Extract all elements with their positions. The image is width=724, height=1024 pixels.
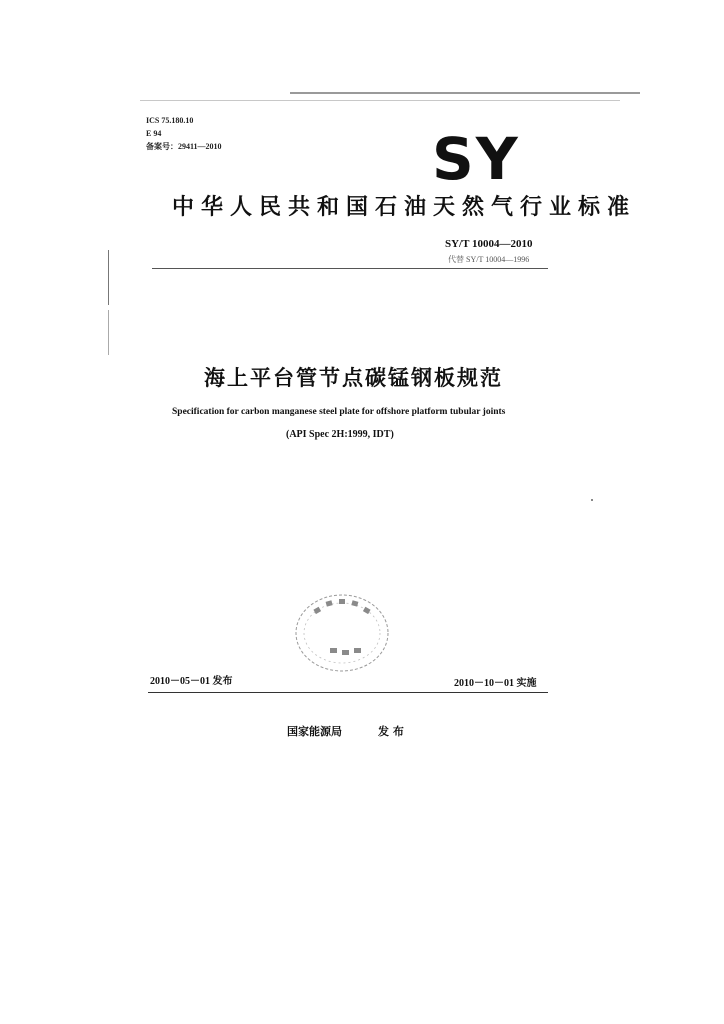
official-seal-icon xyxy=(290,590,394,676)
footer-divider xyxy=(148,692,548,693)
header-divider xyxy=(152,268,548,269)
document-title-en: Specification for carbon manganese steel plate for offshore platform tubular joints xyxy=(172,407,506,417)
organization-title: 中华人民共和国石油天然气行业标准 xyxy=(172,195,637,220)
ics-code: ICS 75.180.10 xyxy=(146,116,194,125)
standard-code: SY/T 10004—2010 xyxy=(445,238,533,250)
adoption-note: (API Spec 2H:1999, IDT) xyxy=(286,429,394,440)
replaced-standard: 代替 SY/T 10004—1996 xyxy=(448,255,530,264)
top-scan-line xyxy=(290,92,640,94)
effective-date: 2010－10－01 实施 xyxy=(454,678,537,689)
issuing-authority: 国家能源局 xyxy=(287,725,342,738)
left-edge-mark xyxy=(108,250,109,305)
document-title-cn: 海上平台管节点碳锰钢板规范 xyxy=(204,366,503,390)
top-scan-line-2 xyxy=(140,100,620,101)
sy-logo: SY xyxy=(432,125,520,193)
issue-date: 2010－05－01 发布 xyxy=(150,676,233,687)
record-number: 备案号：29411—2010 xyxy=(146,142,222,151)
category-code: E 94 xyxy=(146,129,162,138)
left-edge-mark xyxy=(108,310,109,355)
scan-dot xyxy=(591,499,593,501)
issue-action: 发 布 xyxy=(378,725,404,738)
